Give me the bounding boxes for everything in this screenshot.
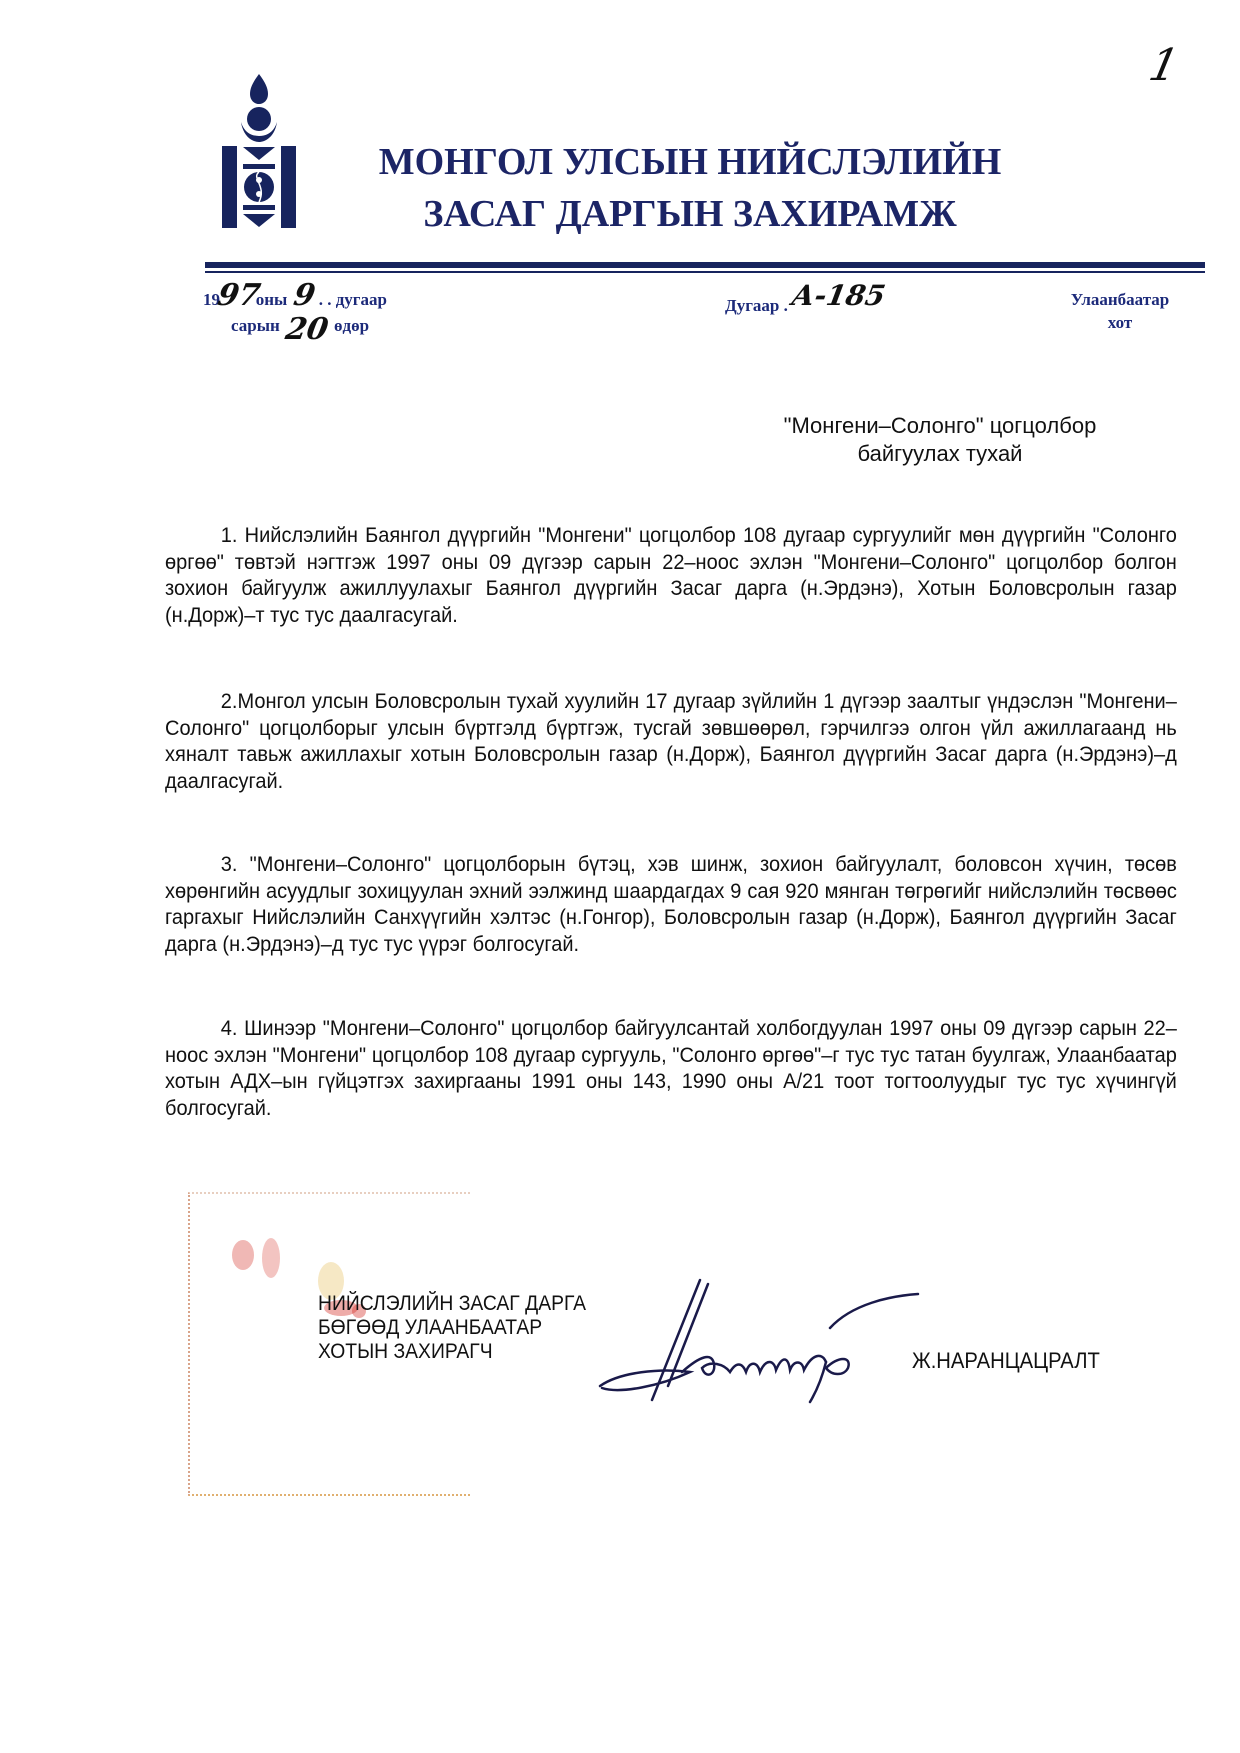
date-day-label: өдөр	[334, 316, 370, 335]
date-line2	[231, 312, 370, 347]
document-number	[725, 279, 888, 316]
paragraph-2	[165, 688, 1177, 794]
paragraph-1	[165, 522, 1177, 628]
date-month-handwritten: 9	[290, 278, 318, 313]
paragraph-text: 4. Шинээр "Монгени–Солонго" цогцолбор байгуулсантай холбогдуулан 1997 оны 09 дүгээр сарын 22–ноос эхлэн "Монгени" цогцолбор 108 дугаар сургууль, "Солонго өргөө"–г тус тус татан буулгаж, Улаанбаатар хотын АДХ–ын гүйцэтгэх захиргааны 1991 оны 143, 1990 оны А/21 тоот тогтоолуудыг тус тус хүчингүй болгосугай.	[165, 1016, 1177, 1120]
signatory-title-line1: НИЙСЛЭЛИЙН ЗАСАГ ДАРГА	[318, 1292, 587, 1315]
subject-line2: байгуулах тухай	[857, 441, 1023, 466]
document-number-handwritten: А-185	[789, 279, 888, 312]
signer-name: Ж.НАРАНЦАЦРАЛТ	[912, 1348, 1100, 1373]
paragraph-4	[165, 1015, 1177, 1121]
page-number: 1	[1144, 40, 1184, 91]
soyombo-emblem-icon	[219, 74, 299, 230]
document-number-label: Дугаар .	[725, 296, 788, 315]
date-prefix: 19	[203, 290, 220, 309]
date-year-handwritten: 97	[215, 278, 263, 313]
signatory-title-line3: ХОТЫН ЗАХИРАГЧ	[318, 1340, 493, 1363]
date-month-label: . . дугаар	[318, 290, 387, 309]
city-line2: хот	[1107, 313, 1133, 332]
stamp-mark	[262, 1238, 280, 1278]
handwritten-signature	[590, 1268, 920, 1408]
header-rule-thick	[205, 262, 1205, 268]
paragraph-text: 1. Нийслэлийн Баянгол дүүргийн "Монгени" цогцолбор 108 дугаар сургуулийг мөн дүүргийн "Солонго өргөө" төвтэй нэгтгэж 1997 оны 09 дүгээр сарын 22–ноос эхлэн "Монгени–Солонго" цогцолбор болгон зохион байгуулж ажиллуулахыг Баянгол дүүргийн Засаг дарга (н.Эрдэнэ), Хотын Боловсролын газар (н.Дорж)–т тус тус даалгасугай.	[165, 523, 1177, 627]
paragraph-text: 3. "Монгени–Солонго" цогцолборын бүтэц, хэв шинж, зохион байгуулалт, боловсон хүчин, төсөв хөрөнгийн асуудлыг зохицуулан эхний ээлжинд шаардагдах 9 сая 920 мянган төгрөгийг нийслэлийн төсвөөс гаргахыг Нийслэлийн Санхүүгийн хэлтэс (н.Гонгор), Боловсролын газар (н.Дорж), Баянгол дүүргийн Засаг дарга (н.Эрдэнэ)–д тус тус үүрэг болгосугай.	[165, 852, 1177, 956]
signatory-title-line2: БӨГӨӨД УЛААНБААТАР	[318, 1316, 543, 1339]
date-month-word: сарын	[231, 316, 280, 335]
header-title-line2: ЗАСАГ ДАРГЫН ЗАХИРАМЖ	[423, 193, 957, 235]
header-rule-thin	[205, 271, 1205, 273]
signatory-title	[318, 1292, 586, 1364]
paragraph-text: 2.Монгол улсын Боловсролын тухай хуулийн 17 дугаар зүйлийн 1 дүгээр заалтыг үндэслэн "Монгени–Солонго" цогцолборыг улсын бүртгэлд бүртгэж, тусгай зөвшөөрөл, гэрчилгээ олгон үйл ажиллагаанд нь хяналт тавьж ажиллахыг хотын Боловсролын газар (н.Дорж), Баянгол дүүргийн Засаг дарга (н.Эрдэнэ)–д даалгасугай.	[165, 689, 1177, 793]
date-day-handwritten: 20	[283, 312, 331, 347]
city-line1: Улаанбаатар	[1070, 290, 1170, 309]
document-subject	[700, 412, 1180, 468]
city	[1060, 290, 1180, 333]
header-title-line1: МОНГОЛ УЛСЫН НИЙСЛЭЛИЙН	[378, 141, 1002, 183]
subject-line1: "Монгени–Солонго" цогцолбор	[783, 413, 1097, 438]
date-year-suffix: оны	[255, 290, 288, 309]
paragraph-3	[165, 851, 1177, 957]
date-line1	[203, 278, 387, 313]
stamp-mark	[232, 1240, 254, 1270]
